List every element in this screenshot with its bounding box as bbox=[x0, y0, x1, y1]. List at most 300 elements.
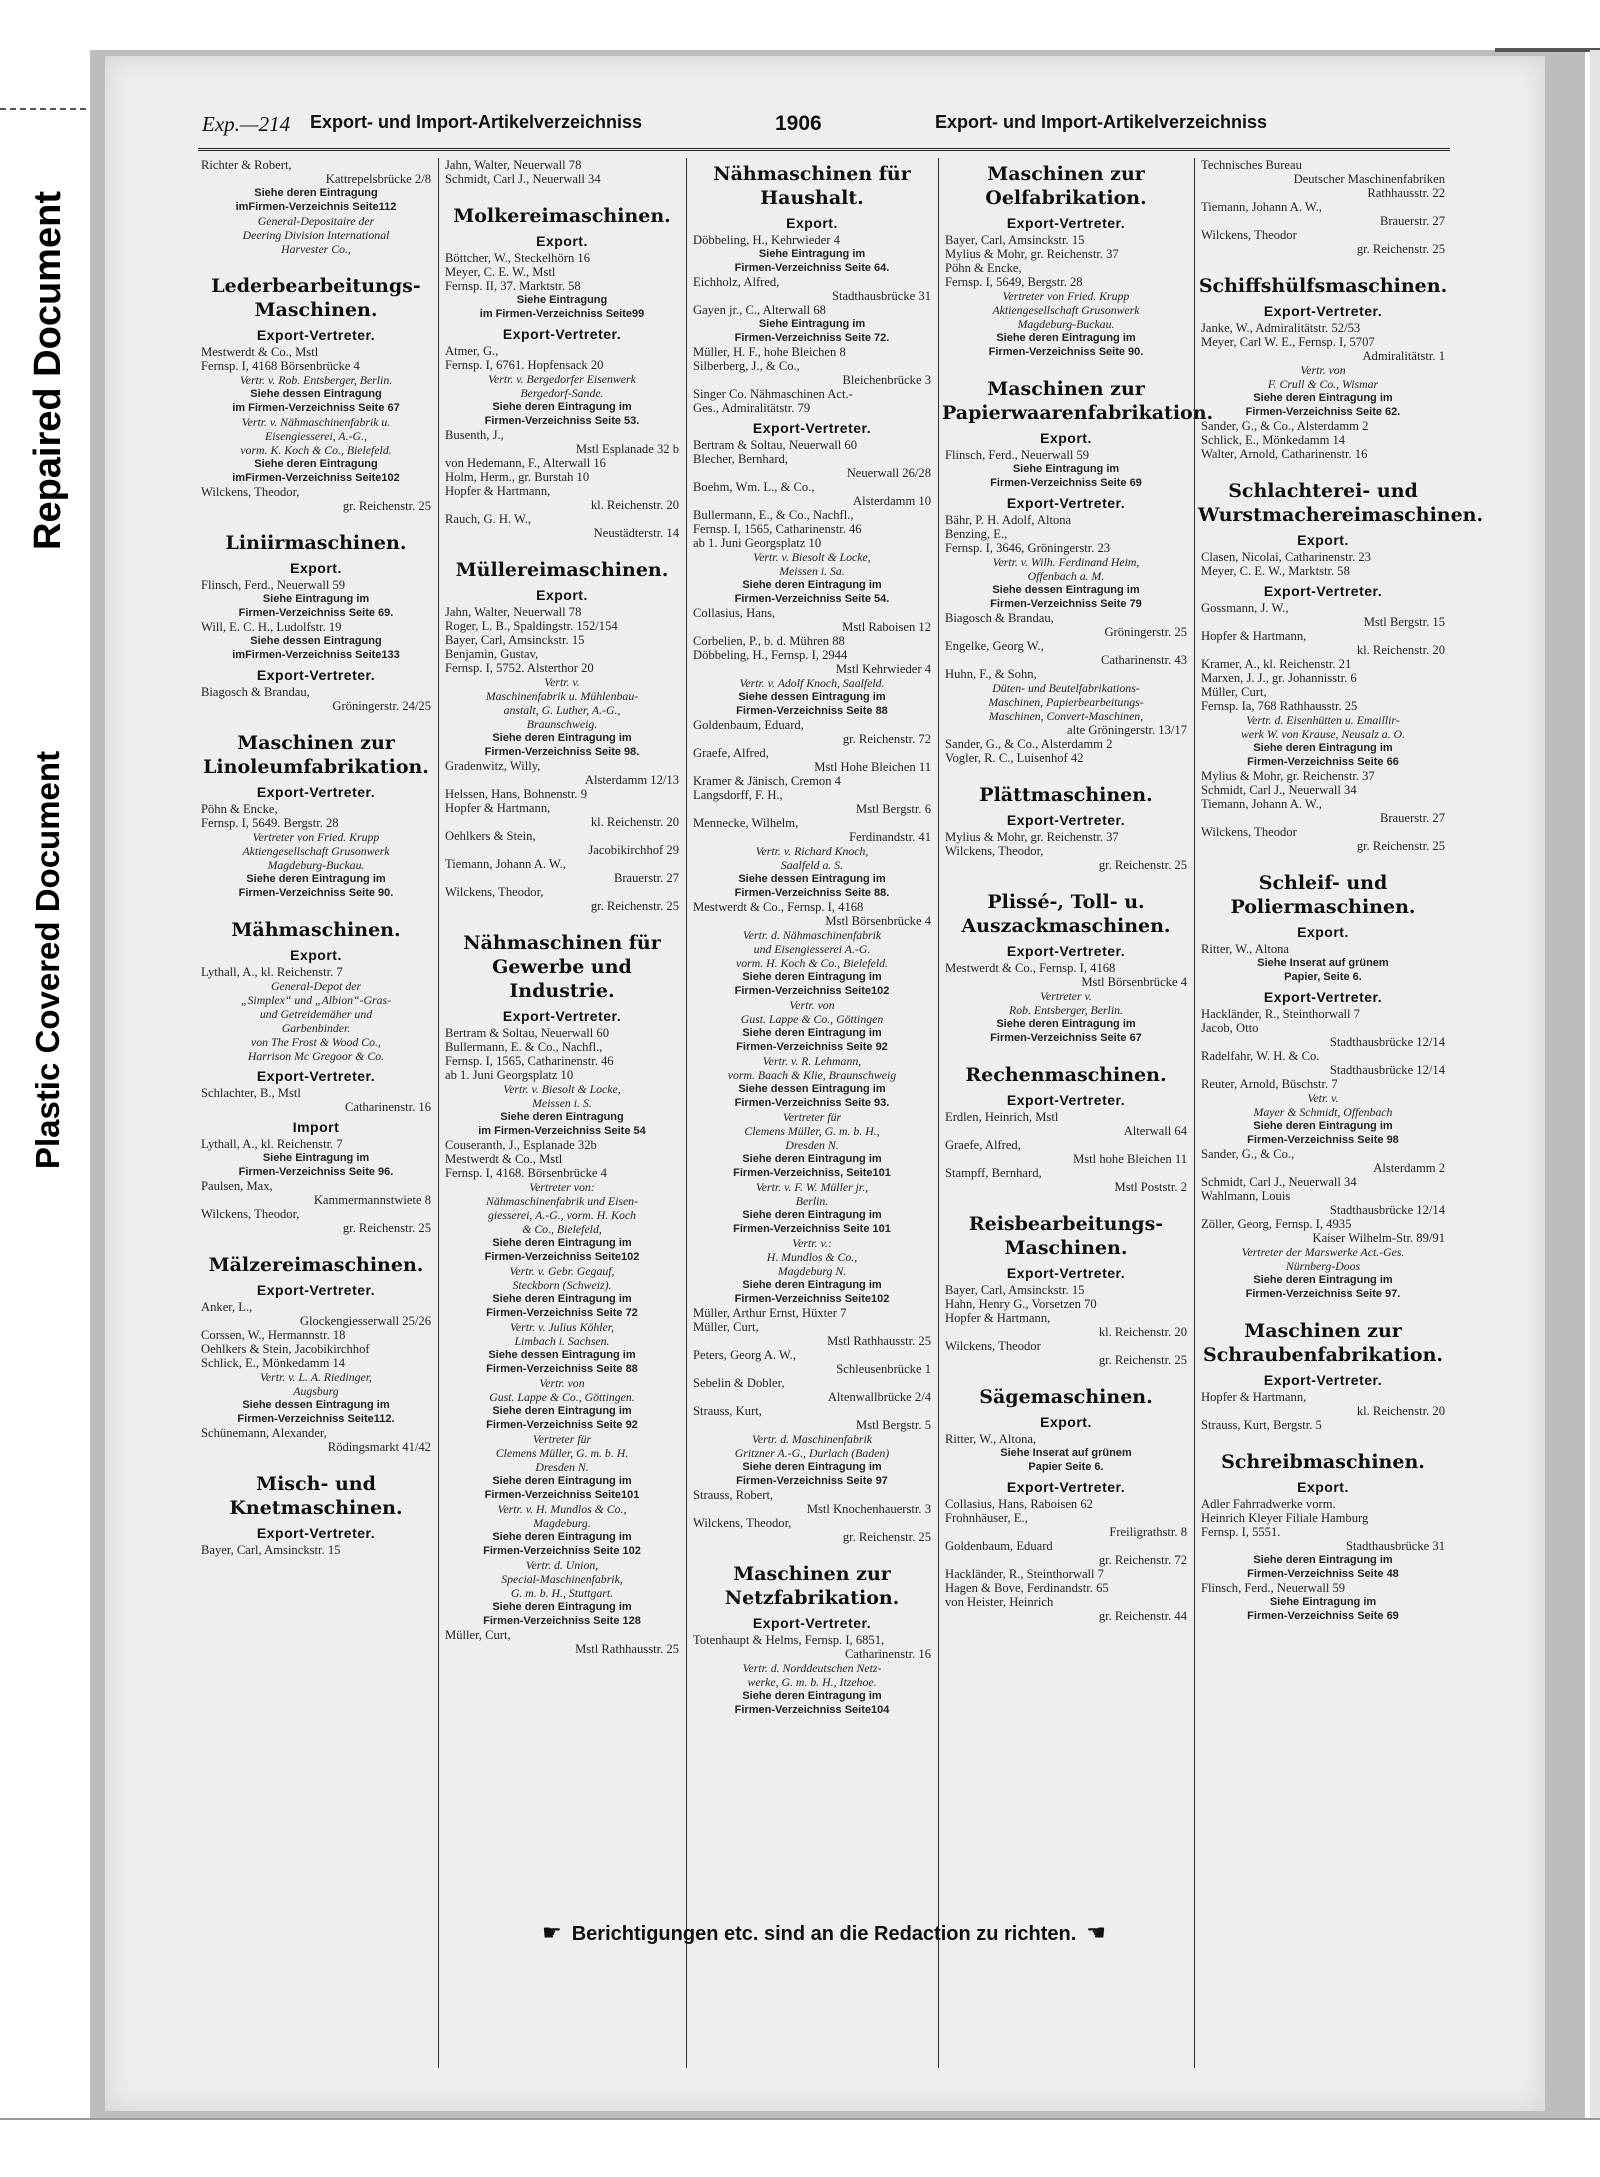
entry-line: Silberberg, J., & Co., bbox=[693, 359, 800, 373]
representation-note: Vertr. v. Biesolt & Locke, bbox=[503, 1082, 621, 1096]
entry-line: Jahn, Walter, Neuerwall 78 bbox=[445, 605, 582, 619]
cross-reference: Firmen-Verzeichniss Seite 98. bbox=[484, 746, 640, 758]
entry-line: Fernsp. I, 4168 Börsenbrücke 4 bbox=[201, 359, 360, 373]
cross-reference: Siehe deren Eintragung bbox=[254, 187, 378, 199]
representation-note: Vertreter für bbox=[532, 1432, 592, 1446]
address-line: kl. Reichenstr. 20 bbox=[1356, 1404, 1445, 1418]
cross-reference: Firmen-Verzeichniss Seite 54. bbox=[734, 593, 890, 605]
entry-line: Müller, Curt, bbox=[445, 1628, 511, 1642]
entry-line: Hackländer, R., Steinthorwall 7 bbox=[945, 1567, 1104, 1581]
address-line: Mstl hohe Bleichen 11 bbox=[1073, 1152, 1187, 1166]
cross-reference: Siehe dessen Eintragung im bbox=[488, 1349, 636, 1361]
section-heading: Molkereimaschinen. bbox=[453, 205, 671, 227]
entry-line: Schmidt, Carl J., Neuerwall 34 bbox=[1201, 1175, 1357, 1189]
entry-line: Totenhaupt & Helms, Fernsp. I, 6851, bbox=[693, 1633, 885, 1647]
entry-line: Anker, L., bbox=[201, 1300, 253, 1314]
entry-line: Fernsp. I, 5752. Alsterthor 20 bbox=[445, 661, 594, 675]
address-line: gr. Reichenstr. 72 bbox=[1098, 1553, 1187, 1567]
entry-line: Paulsen, Max, bbox=[201, 1179, 273, 1193]
plastic-covered-label bbox=[0, 680, 96, 1240]
cross-reference: Firmen-Verzeichniss Seite 97 bbox=[736, 1475, 888, 1487]
entry-line: Strauss, Robert, bbox=[693, 1488, 774, 1502]
entry-line: Stampff, Bernhard, bbox=[945, 1166, 1042, 1180]
subsection-heading: Export. bbox=[1297, 1479, 1349, 1495]
entry-line: Goldenbaum, Eduard, bbox=[693, 718, 804, 732]
entry-line: Fernsp. I, 5551. bbox=[1201, 1525, 1281, 1539]
entry-line: Mylius & Mohr, gr. Reichenstr. 37 bbox=[945, 830, 1119, 844]
entry-line: Reuter, Arnold, Büschstr. 7 bbox=[1201, 1077, 1338, 1091]
entry-line: Biagosch & Brandau, bbox=[201, 685, 310, 699]
scan-right-edge bbox=[1590, 50, 1600, 2120]
entry-line: Bullermann, E. & Co., Nachfl., bbox=[445, 1040, 603, 1054]
entry-line: Jacob, Otto bbox=[1201, 1021, 1259, 1035]
plastic-covered-text: Plastic Covered Document bbox=[29, 750, 66, 1170]
cross-reference: Firmen-Verzeichniss Seite 90. bbox=[238, 887, 394, 899]
entry-line: Gossmann, J. W., bbox=[1201, 601, 1289, 615]
entry-line: Fernsp. I, 6761. Hopfensack 20 bbox=[445, 358, 604, 372]
address-line: Gröningerstr. 25 bbox=[1104, 625, 1187, 639]
entry-line: Schlick, E., Mönkedamm 14 bbox=[1201, 433, 1346, 447]
address-line: gr. Reichenstr. 25 bbox=[842, 1530, 931, 1544]
cross-reference: im Firmen-Verzeichniss Seite99 bbox=[479, 308, 645, 320]
section-heading: Maschinen zur Oelfabrikation. bbox=[985, 163, 1147, 209]
entry-line: Richter & Robert, bbox=[201, 158, 292, 172]
subsection-heading: Export. bbox=[1297, 532, 1349, 548]
entry-line: Hackländer, R., Steinthorwall 7 bbox=[1201, 1007, 1360, 1021]
address-line: gr. Reichenstr. 44 bbox=[1098, 1609, 1187, 1623]
cross-reference: Siehe deren Eintragung bbox=[254, 458, 378, 470]
address-line: Alsterdamm 12/13 bbox=[584, 773, 679, 787]
subsection-heading: Export-Vertreter. bbox=[256, 784, 376, 800]
entry-line: Goldenbaum, Eduard bbox=[945, 1539, 1053, 1553]
cross-reference: Siehe deren Eintragung im bbox=[1253, 392, 1393, 404]
page-header bbox=[200, 112, 1450, 148]
entry-line: Graefe, Alfred, bbox=[945, 1138, 1021, 1152]
address-line: Mstl Börsenbrücke 4 bbox=[825, 914, 931, 928]
representation-note: Vertreter für bbox=[782, 1110, 842, 1124]
cross-reference: Siehe deren Eintragung im bbox=[742, 1209, 882, 1221]
entry-line: Hahn, Henry G., Vorsetzen 70 bbox=[945, 1297, 1097, 1311]
representation-note: Magdeburg. bbox=[533, 1516, 591, 1530]
entry-line: Benzing, E., bbox=[945, 527, 1008, 541]
address-line: Admiralitätstr. 1 bbox=[1362, 349, 1445, 363]
cross-reference: Firmen-Verzeichniss Seite 96. bbox=[238, 1166, 394, 1178]
cross-reference: Firmen-Verzeichniss Seite112. bbox=[237, 1413, 395, 1425]
cross-reference: Firmen-Verzeichniss Seite 64. bbox=[734, 262, 890, 274]
entry-line: Sander, G., & Co., Alsterdamm 2 bbox=[1201, 419, 1369, 433]
scan-top-edge bbox=[1495, 48, 1600, 52]
address-line: Stadthausbrücke 31 bbox=[1346, 1539, 1445, 1553]
entry-line: Rauch, G. H. W., bbox=[445, 512, 532, 526]
address-line: gr. Reichenstr. 25 bbox=[1356, 839, 1445, 853]
representation-note: Vertr. v. H. Mundlos & Co., bbox=[497, 1502, 627, 1516]
section-heading: Maschinen zur Schraubenfabrikation. bbox=[1203, 1320, 1443, 1366]
cross-reference: Siehe deren Eintragung im bbox=[1253, 1120, 1393, 1132]
entry-line: Bertram & Soltau, Neuerwall 60 bbox=[445, 1026, 610, 1040]
cross-reference: Firmen-Verzeichniss Seite 102 bbox=[483, 1545, 641, 1557]
section-heading: Sägemaschinen. bbox=[979, 1386, 1153, 1408]
representation-note: vorm. H. Koch & Co., Bielefeld. bbox=[735, 956, 889, 970]
subsection-heading: Export-Vertreter. bbox=[256, 327, 376, 343]
representation-note: Vertr. v. Julius Köhler, bbox=[510, 1320, 614, 1334]
representation-note: Steckborn (Schweiz). bbox=[512, 1278, 612, 1292]
cross-reference: Siehe dessen Eintragung bbox=[250, 635, 382, 647]
entry-line: Bayer, Carl, Amsinckstr. 15 bbox=[201, 1543, 341, 1557]
cross-reference: Firmen-Verzeichniss Seite 88 bbox=[486, 1363, 638, 1375]
cross-reference: Siehe dessen Eintragung im bbox=[738, 873, 886, 885]
directory-columns bbox=[198, 158, 1484, 2153]
entry-line: Ges., Admiralitätstr. 79 bbox=[693, 401, 811, 415]
section-heading: Mähmaschinen. bbox=[231, 919, 401, 941]
subsection-heading: Export. bbox=[290, 560, 342, 576]
entry-line: Fernsp. II, 37. Marktstr. 58 bbox=[445, 279, 581, 293]
entry-line: Tiemann, Johann A. W., bbox=[1201, 797, 1322, 811]
entry-line: Heinrich Kleyer Filiale Hamburg bbox=[1201, 1511, 1369, 1525]
cross-reference: Firmen-Verzeichniss Seite 92 bbox=[486, 1419, 638, 1431]
address-line: Bleichenbrücke 3 bbox=[842, 373, 931, 387]
address-line: Brauerstr. 27 bbox=[1379, 214, 1445, 228]
header-title-left: Export- und Import-Artikelverzeichniss bbox=[310, 112, 643, 132]
address-line: Mstl Bergstr. 6 bbox=[856, 802, 931, 816]
representation-note: Nürnberg-Doos bbox=[1285, 1259, 1361, 1273]
cross-reference: Firmen-Verzeichniss Seite102 bbox=[734, 1293, 890, 1305]
header-rule bbox=[198, 148, 1450, 151]
entry-line: Mylius & Mohr, gr. Reichenstr. 37 bbox=[1201, 769, 1375, 783]
subsection-heading: Export-Vertreter. bbox=[1006, 812, 1126, 828]
address-line: gr. Reichenstr. 25 bbox=[1098, 1353, 1187, 1367]
subsection-heading: Export-Vertreter. bbox=[502, 326, 622, 342]
column-5 bbox=[1198, 158, 1484, 2068]
address-line: Catharinenstr. 16 bbox=[844, 1647, 931, 1661]
subsection-heading: Export. bbox=[1297, 924, 1349, 940]
entry-line: Pöhn & Encke, bbox=[201, 802, 278, 816]
entry-line: Radelfahr, W. H. & Co. bbox=[1201, 1049, 1320, 1063]
address-line: Kattrepelsbrücke 2/8 bbox=[325, 172, 431, 186]
representation-note: Vertr. d. Norddeutschen Netz- bbox=[742, 1661, 882, 1675]
entry-line: Müller, Curt, bbox=[1201, 685, 1267, 699]
representation-note: Deering Division International bbox=[242, 228, 390, 242]
address-line: Neustädterstr. 14 bbox=[593, 526, 679, 540]
entry-line: von Hedemann, F., Alterwall 16 bbox=[445, 456, 606, 470]
representation-note: Vertr. d. Eisenhütten u. Emaillir- bbox=[1246, 713, 1400, 727]
section-heading: Nähmaschinen für Haushalt. bbox=[713, 163, 911, 209]
entry-line: Gayen jr., C., Alterwall 68 bbox=[693, 303, 826, 317]
address-line: Mstl Knochenhauerstr. 3 bbox=[806, 1502, 931, 1516]
cross-reference: Siehe Eintragung bbox=[516, 294, 608, 306]
representation-note: Vertr. v. Adolf Knoch, Saalfeld. bbox=[739, 676, 885, 690]
entry-line: Flinsch, Ferd., Neuerwall 59 bbox=[1201, 1581, 1346, 1595]
entry-line: Corssen, W., Hermannstr. 18 bbox=[201, 1328, 346, 1342]
section-heading: Liniirmaschinen. bbox=[225, 532, 407, 554]
cross-reference: Firmen-Verzeichniss Seite104 bbox=[734, 1704, 890, 1716]
address-line: Alsterdamm 2 bbox=[1373, 1161, 1445, 1175]
subsection-heading: Export-Vertreter. bbox=[1006, 1092, 1126, 1108]
cross-reference: Siehe dessen Eintragung bbox=[250, 388, 382, 400]
subsection-heading: Export-Vertreter. bbox=[256, 1525, 376, 1541]
entry-line: Bayer, Carl, Amsinckstr. 15 bbox=[445, 633, 585, 647]
representation-note: Aktiengesellschaft Grusonwerk bbox=[992, 303, 1140, 317]
representation-note: Mayer & Schmidt, Offenbach bbox=[1253, 1105, 1393, 1119]
subsection-heading: Export. bbox=[786, 215, 838, 231]
address-line: Jacobikirchhof 29 bbox=[588, 843, 679, 857]
representation-note: Meissen i. S. bbox=[532, 1096, 592, 1110]
subsection-heading: Export-Vertreter. bbox=[752, 420, 872, 436]
representation-note: Düten- und Beutelfabrikations- bbox=[992, 681, 1140, 695]
entry-line: Hopfer & Hartmann, bbox=[445, 484, 551, 498]
cross-reference: Firmen-Verzeichniss Seite 69 bbox=[990, 477, 1142, 489]
address-line: Catharinenstr. 43 bbox=[1100, 653, 1187, 667]
entry-line: Will, E. C. H., Ludolfstr. 19 bbox=[201, 620, 342, 634]
subsection-heading: Export-Vertreter. bbox=[256, 1282, 376, 1298]
entry-line: Meyer, Carl W. E., Fernsp. I, 5707 bbox=[1201, 335, 1375, 349]
cross-reference: im Firmen-Verzeichniss Seite 67 bbox=[232, 402, 400, 414]
entry-line: Fernsp. I, 1565, Catharinenstr. 46 bbox=[445, 1054, 614, 1068]
representation-note: giesserei, A.-G., vorm. H. Koch bbox=[487, 1208, 637, 1222]
address-line: gr. Reichenstr. 72 bbox=[842, 732, 931, 746]
entry-line: Vogler, R. C., Luisenhof 42 bbox=[945, 751, 1084, 765]
cross-reference: Firmen-Verzeichniss Seite 101 bbox=[733, 1223, 891, 1235]
representation-note: Harrison Mc Gregoor & Co. bbox=[247, 1049, 385, 1063]
entry-line: Sander, G., & Co., Alsterdamm 2 bbox=[945, 737, 1113, 751]
representation-note: Augsburg bbox=[293, 1384, 339, 1398]
representation-note: Vertreter von Fried. Krupp bbox=[252, 830, 380, 844]
representation-note: Magdeburg-Buckau. bbox=[1017, 317, 1115, 331]
representation-note: Maschinen, Convert-Maschinen, bbox=[988, 709, 1144, 723]
cross-reference: imFirmen-Verzeichniss Seite133 bbox=[232, 649, 400, 661]
section-heading: Schreibmaschinen. bbox=[1221, 1451, 1425, 1473]
entry-line: Zöller, Georg, Fernsp. I, 4935 bbox=[1201, 1217, 1352, 1231]
entry-line: Couseranth, J., Esplanade 32b bbox=[445, 1138, 597, 1152]
entry-line: Lythall, A., kl. Reichenstr. 7 bbox=[201, 1137, 343, 1151]
cross-reference: Siehe deren Eintragung im bbox=[742, 1461, 882, 1473]
representation-note: Vertreter v. bbox=[1040, 989, 1092, 1003]
address-line: Mstl Hohe Bleichen 11 bbox=[814, 760, 931, 774]
cross-reference: Firmen-Verzeichniss Seite 53. bbox=[484, 415, 640, 427]
address-line: gr. Reichenstr. 25 bbox=[590, 899, 679, 913]
entry-line: Bayer, Carl, Amsinckstr. 15 bbox=[945, 1283, 1085, 1297]
representation-note: Vertr. v. bbox=[544, 675, 580, 689]
subsection-heading: Export. bbox=[1040, 430, 1092, 446]
representation-note: Vertr. von bbox=[539, 1376, 585, 1390]
entry-line: Fernsp. I, 1565, Catharinenstr. 46 bbox=[693, 522, 862, 536]
column-rule bbox=[938, 158, 939, 2068]
representation-note: Vertr. d. Nähmaschinenfabrik bbox=[742, 928, 882, 942]
address-line: Stadthausbrücke 12/14 bbox=[1329, 1203, 1445, 1217]
entry-line: ab 1. Juni Georgsplatz 10 bbox=[693, 536, 822, 550]
cross-reference: Siehe Inserat auf grünem bbox=[1257, 957, 1389, 969]
section-heading: Schlachterei- und Wurstmachereimaschinen. bbox=[1198, 480, 1484, 526]
cross-reference: Firmen-Verzeichniss Seite102 bbox=[484, 1251, 640, 1263]
address-line: Mstl Rathhausstr. 25 bbox=[575, 1642, 679, 1656]
representation-note: Limbach i. Sachsen. bbox=[514, 1334, 610, 1348]
cross-reference: Siehe Eintragung im bbox=[758, 318, 866, 330]
representation-note: Gust. Lappe & Co., Göttingen bbox=[740, 1012, 884, 1026]
entry-line: Kramer & Jänisch, Cremon 4 bbox=[693, 774, 841, 788]
entry-line: Müller, Arthur Ernst, Hüxter 7 bbox=[693, 1306, 847, 1320]
entry-line: Technisches Bureau bbox=[1201, 158, 1302, 172]
entry-line: Clasen, Nicolai, Catharinenstr. 23 bbox=[1201, 550, 1371, 564]
entry-line: Marxen, J. J., gr. Johannisstr. 6 bbox=[1201, 671, 1357, 685]
address-line: alte Gröningerstr. 13/17 bbox=[1067, 723, 1187, 737]
entry-line: Wilckens, Theodor, bbox=[201, 485, 300, 499]
cross-reference: Firmen-Verzeichniss Seite 67 bbox=[990, 1032, 1142, 1044]
representation-note: Nähmaschinenfabrik und Eisen- bbox=[485, 1194, 639, 1208]
representation-note: Vertr. v. L. A. Riedinger, bbox=[260, 1370, 372, 1384]
entry-line: Gradenwitz, Willy, bbox=[445, 759, 541, 773]
entry-line: Biagosch & Brandau, bbox=[945, 611, 1054, 625]
entry-line: Boehm, Wm. L., & Co., bbox=[693, 480, 815, 494]
section-heading: Maschinen zur Papierwaarenfabrikation. bbox=[942, 378, 1214, 424]
representation-note: Gritzner A.-G., Durlach (Baden) bbox=[734, 1446, 890, 1460]
subsection-heading: Export-Vertreter. bbox=[256, 667, 376, 683]
cross-reference: Siehe Inserat auf grünem bbox=[1000, 1447, 1132, 1459]
cross-reference: Siehe deren Eintragung im bbox=[492, 1293, 632, 1305]
entry-line: ab 1. Juni Georgsplatz 10 bbox=[445, 1068, 574, 1082]
entry-line: Wilckens, Theodor bbox=[1201, 228, 1297, 242]
cross-reference: Firmen-Verzeichniss Seite101 bbox=[484, 1489, 640, 1501]
representation-note: H. Mundlos & Co., bbox=[766, 1250, 858, 1264]
entry-line: Döbbeling, H., Fernsp. I, 2944 bbox=[693, 648, 848, 662]
subsection-heading: Export-Vertreter. bbox=[1263, 583, 1383, 599]
representation-note: Dresden N. bbox=[535, 1460, 589, 1474]
cross-reference: Siehe deren Eintragung im bbox=[742, 1279, 882, 1291]
representation-note: Gust. Lappe & Co., Göttingen. bbox=[489, 1390, 635, 1404]
representation-note: Vertr. v. F. W. Müller jr., bbox=[755, 1180, 869, 1194]
cross-reference: Firmen-Verzeichniss Seite 128 bbox=[483, 1615, 641, 1627]
entry-line: Hopfer & Hartmann, bbox=[945, 1311, 1051, 1325]
representation-note: Eisengiesserei, A.-G., bbox=[265, 429, 367, 443]
cross-reference: Siehe dessen Eintragung im bbox=[738, 691, 886, 703]
cross-reference: Firmen-Verzeichniss Seite 69 bbox=[1247, 1610, 1399, 1622]
cross-reference: Firmen-Verzeichniss Seite 97. bbox=[1245, 1288, 1401, 1300]
address-line: Altenwallbrücke 2/4 bbox=[827, 1390, 931, 1404]
address-line: Alsterdamm 10 bbox=[853, 494, 931, 508]
address-line: Brauerstr. 27 bbox=[1379, 811, 1445, 825]
address-line: Rathhausstr. 22 bbox=[1367, 186, 1445, 200]
representation-note: von The Frost & Wood Co., bbox=[251, 1035, 381, 1049]
address-line: Schleusenbrücke 1 bbox=[836, 1362, 931, 1376]
subsection-heading: Export-Vertreter. bbox=[1006, 1265, 1126, 1281]
cross-reference: Siehe deren Eintragung im bbox=[1253, 1274, 1393, 1286]
representation-note: werke, G. m. b. H., Itzehoe. bbox=[747, 1675, 877, 1689]
address-line: Glockengiesserwall 25/26 bbox=[299, 1314, 431, 1328]
repaired-document-label bbox=[0, 90, 96, 650]
subsection-heading: Export-Vertreter. bbox=[256, 1068, 376, 1084]
cross-reference: Firmen-Verzeichniss Seite 72. bbox=[734, 332, 890, 344]
representation-note: Saalfeld a. S. bbox=[780, 858, 844, 872]
cross-reference: Siehe dessen Eintragung im bbox=[992, 584, 1140, 596]
cross-reference: Siehe deren Eintragung im bbox=[492, 401, 632, 413]
column-rule bbox=[1194, 158, 1195, 2068]
entry-line: Bertram & Soltau, Neuerwall 60 bbox=[693, 438, 858, 452]
entry-line: Wilckens, Theodor, bbox=[945, 844, 1044, 858]
cross-reference: Siehe Eintragung im bbox=[1269, 1596, 1377, 1608]
entry-line: Fernsp. I, 5649, Bergstr. 28 bbox=[945, 275, 1083, 289]
address-line: Mstl Bergstr. 15 bbox=[1363, 615, 1445, 629]
subsection-heading: Export-Vertreter. bbox=[1006, 1479, 1126, 1495]
cross-reference: Siehe Eintragung im bbox=[758, 248, 866, 260]
subsection-heading: Export. bbox=[536, 233, 588, 249]
representation-note: und Eisengiesserei A.-G. bbox=[753, 942, 871, 956]
representation-note: Maschinenfabrik u. Mühlenbau- bbox=[485, 689, 639, 703]
entry-line: Hopfer & Hartmann, bbox=[1201, 629, 1307, 643]
cross-reference: Siehe deren Eintragung im bbox=[492, 1601, 632, 1613]
entry-line: Schünemann, Alexander, bbox=[201, 1426, 327, 1440]
representation-note: Bergedorf-Sande. bbox=[520, 386, 604, 400]
column-rule bbox=[686, 158, 687, 2068]
subsection-heading: Import bbox=[292, 1119, 340, 1135]
address-line: Catharinenstr. 16 bbox=[344, 1100, 431, 1114]
section-heading: Rechenmaschinen. bbox=[965, 1064, 1167, 1086]
representation-note: Vertr. v. Bergedorfer Eisenwerk bbox=[488, 372, 636, 386]
representation-note: Aktiengesellschaft Grusonwerk bbox=[242, 844, 390, 858]
entry-line: Eichholz, Alfred, bbox=[693, 275, 780, 289]
section-heading: Müllereimaschinen. bbox=[455, 559, 669, 581]
cross-reference: Firmen-Verzeichniss Seite 48 bbox=[1247, 1568, 1399, 1580]
address-line: Freiligrathstr. 8 bbox=[1109, 1525, 1187, 1539]
cross-reference: Siehe deren Eintragung im bbox=[1253, 1554, 1393, 1566]
address-line: gr. Reichenstr. 25 bbox=[1098, 858, 1187, 872]
cross-reference: Papier, Seite 6. bbox=[1284, 971, 1362, 983]
entry-line: Mestwerdt & Co., Mstl bbox=[201, 345, 319, 359]
address-line: Mstl Esplanade 32 b bbox=[575, 442, 679, 456]
representation-note: Vertreter der Marswerke Act.-Ges. bbox=[1241, 1245, 1405, 1259]
entry-line: Döbbeling, H., Kehrwieder 4 bbox=[693, 233, 840, 247]
cross-reference: Siehe deren Eintragung im bbox=[492, 1237, 632, 1249]
cross-reference: Firmen-Verzeichniss Seite 72 bbox=[486, 1307, 638, 1319]
representation-note: Magdeburg-Buckau. bbox=[267, 858, 365, 872]
entry-line: Meyer, C. E. W., Mstl bbox=[445, 265, 556, 279]
cross-reference: Papier Seite 6. bbox=[1028, 1461, 1104, 1473]
cross-reference: Siehe deren Eintragung im bbox=[742, 1153, 882, 1165]
cross-reference: Siehe deren Eintragung im bbox=[742, 579, 882, 591]
entry-line: Oehlkers & Stein, Jacobikirchhof bbox=[201, 1342, 370, 1356]
representation-note: Dresden N. bbox=[785, 1138, 839, 1152]
entry-line: Corbelien, P., b. d. Mühren 88 bbox=[693, 634, 845, 648]
representation-note: Meissen i. Sa. bbox=[779, 564, 845, 578]
entry-line: Janke, W., Admiralitätstr. 52/53 bbox=[1201, 321, 1361, 335]
address-line: Kaiser Wilhelm-Str. 89/91 bbox=[1312, 1231, 1445, 1245]
entry-line: Frohnhäuser, E., bbox=[945, 1511, 1028, 1525]
address-line: Stadthausbrücke 12/14 bbox=[1329, 1035, 1445, 1049]
entry-line: Hagen & Bove, Ferdinandstr. 65 bbox=[945, 1581, 1109, 1595]
cross-reference: Firmen-Verzeichniss Seite 88. bbox=[734, 887, 890, 899]
subsection-heading: Export-Vertreter. bbox=[1006, 495, 1126, 511]
cross-reference: Siehe Eintragung im bbox=[262, 1152, 370, 1164]
entry-line: Fernsp. I, 4168. Börsenbrücke 4 bbox=[445, 1166, 607, 1180]
entry-line: Strauss, Kurt, Bergstr. 5 bbox=[1201, 1418, 1322, 1432]
cross-reference: Firmen-Verzeichniss Seite 69. bbox=[238, 607, 394, 619]
entry-line: Tiemann, Johann A. W., bbox=[445, 857, 566, 871]
entry-line: Walter, Arnold, Catharinenstr. 16 bbox=[1201, 447, 1368, 461]
entry-line: Hopfer & Hartmann, bbox=[445, 801, 551, 815]
representation-note: Vertr. v. Biesolt & Locke, bbox=[753, 550, 871, 564]
representation-note: Offenbach a. M. bbox=[1027, 569, 1105, 583]
section-heading: Schleif- und Poliermaschinen. bbox=[1230, 872, 1416, 918]
representation-note: Vertr. von bbox=[789, 998, 835, 1012]
entry-line: Strauss, Kurt, bbox=[693, 1404, 762, 1418]
representation-note: werk W. von Krause, Neusalz a. O. bbox=[1240, 727, 1406, 741]
entry-line: Wilckens, Theodor, bbox=[693, 1516, 792, 1530]
section-heading: Maschinen zur Netzfabrikation. bbox=[724, 1563, 900, 1609]
cross-reference: Firmen-Verzeichniss Seite 62. bbox=[1245, 406, 1401, 418]
representation-note: Vertr. v. Richard Knoch, bbox=[755, 844, 869, 858]
address-line: Mstl Rathhausstr. 25 bbox=[827, 1334, 931, 1348]
column-3 bbox=[690, 158, 934, 2068]
representation-note: General-Depot der bbox=[270, 979, 362, 993]
representation-note: anstalt, G. Luther, A.-G., bbox=[503, 703, 621, 717]
address-line: kl. Reichenstr. 20 bbox=[590, 815, 679, 829]
